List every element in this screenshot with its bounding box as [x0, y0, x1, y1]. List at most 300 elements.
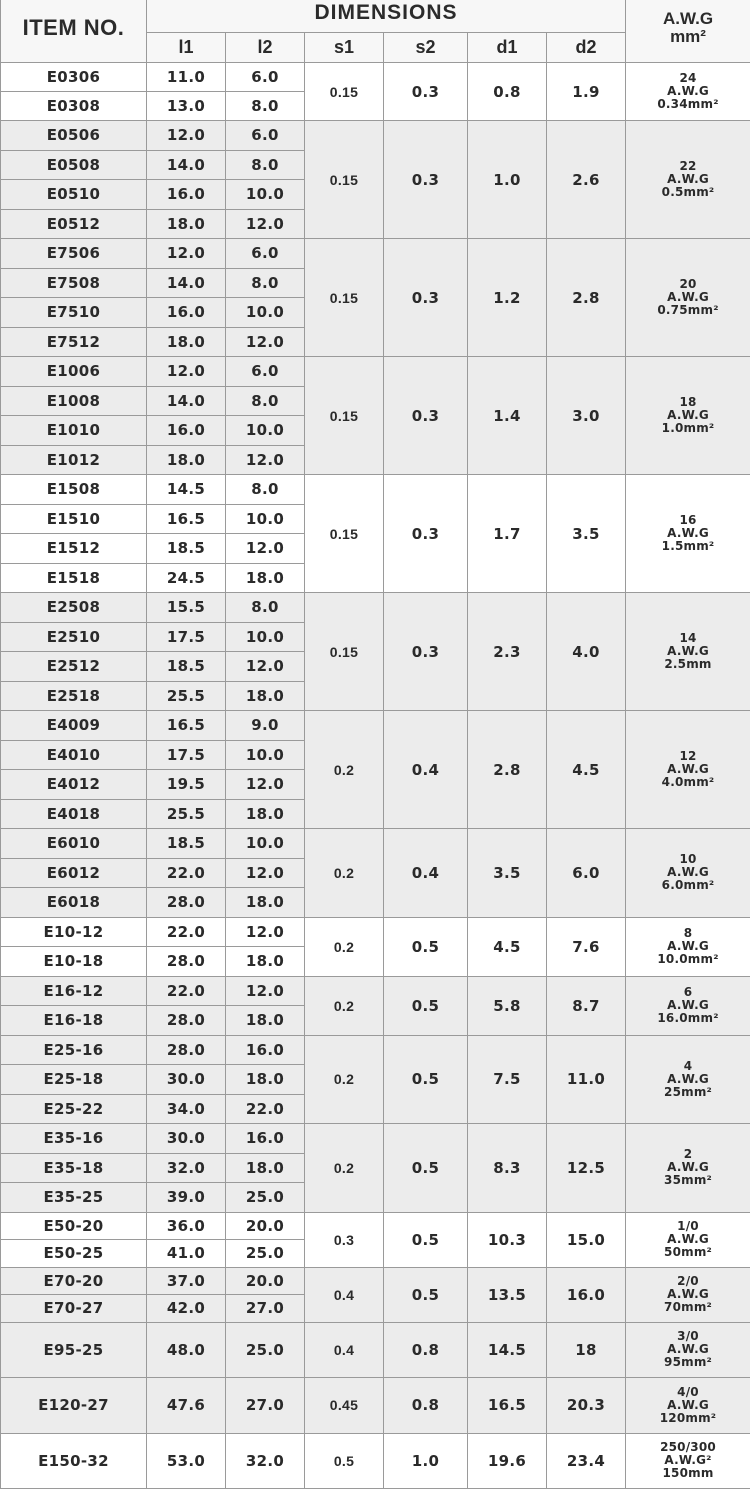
awg-label: A.W.G [667, 939, 709, 953]
l1-cell: 17.5 [147, 740, 226, 770]
s1-cell: 0.2 [305, 829, 384, 918]
d2-cell: 4.5 [547, 711, 626, 829]
s2-cell: 0.5 [384, 1035, 468, 1124]
l1-cell: 41.0 [147, 1240, 226, 1268]
awg-label: A.W.G [667, 998, 709, 1012]
d2-cell: 18 [547, 1322, 626, 1378]
s1-cell: 0.15 [305, 63, 384, 121]
awg-size-cell [626, 63, 750, 121]
l1-cell: 14.0 [147, 386, 226, 416]
l2-cell: 18.0 [226, 888, 305, 918]
awg-area: 0.5mm² [661, 185, 715, 199]
dimensions-header: DIMENSIONS [147, 0, 626, 33]
l1-cell: 47.6 [147, 1378, 226, 1434]
l1-cell: 12.0 [147, 121, 226, 151]
s1-cell: 0.15 [305, 475, 384, 593]
item-number-cell: E2512 [1, 652, 147, 682]
awg-gauge: 16 [679, 513, 697, 527]
l1-cell: 16.0 [147, 298, 226, 328]
l1-cell: 11.0 [147, 63, 226, 92]
item-number-cell: E2508 [1, 593, 147, 623]
awg-header-label: A.W.G [662, 8, 714, 28]
awg-label: A.W.G [667, 172, 709, 186]
s2-cell: 0.5 [384, 1124, 468, 1213]
item-number-cell: E50-25 [1, 1240, 147, 1268]
awg-size-cell [626, 1433, 750, 1488]
l2-cell: 22.0 [226, 1094, 305, 1124]
awg-area: 2.5mm [664, 657, 712, 671]
s1-cell: 0.4 [305, 1322, 384, 1378]
item-number-cell: E1518 [1, 563, 147, 593]
s2-cell: 0.4 [384, 711, 468, 829]
item-number-cell: E4018 [1, 799, 147, 829]
awg-label: A.W.G [667, 1397, 709, 1412]
awg-label: A.W.G [667, 644, 709, 658]
table-row [1, 357, 750, 387]
awg-header [626, 0, 750, 63]
awg-size-cell [626, 1035, 750, 1124]
l1-cell: 14.0 [147, 150, 226, 180]
s1-cell: 0.5 [305, 1433, 384, 1488]
l1-cell: 25.5 [147, 799, 226, 829]
awg-area: 4.0mm² [661, 775, 715, 789]
l2-cell: 10.0 [226, 180, 305, 210]
item-number-cell: E16-12 [1, 976, 147, 1006]
l2-cell: 12.0 [226, 770, 305, 800]
table-row [1, 976, 750, 1006]
l2-cell: 25.0 [226, 1240, 305, 1268]
l2-cell: 12.0 [226, 327, 305, 357]
item-number-cell: E150-32 [1, 1433, 147, 1488]
table-row [1, 475, 750, 505]
d1-cell: 7.5 [468, 1035, 547, 1124]
s2-cell: 0.3 [384, 475, 468, 593]
awg-area: 0.75mm² [657, 303, 719, 317]
awg-gauge: 4/0 [677, 1384, 699, 1399]
l2-cell: 12.0 [226, 858, 305, 888]
table-row [1, 1378, 750, 1434]
item-number-cell: E120-27 [1, 1378, 147, 1434]
l2-cell: 12.0 [226, 209, 305, 239]
awg-gauge: 4 [683, 1058, 693, 1073]
item-number-cell: E0512 [1, 209, 147, 239]
table-row [1, 711, 750, 741]
item-number-cell: E6018 [1, 888, 147, 918]
l1-cell: 48.0 [147, 1322, 226, 1378]
awg-label: A.W.G [667, 1232, 709, 1246]
d2-cell: 8.7 [547, 976, 626, 1035]
s1-cell: 0.4 [305, 1267, 384, 1322]
l1-cell: 36.0 [147, 1212, 226, 1240]
table-row [1, 1212, 750, 1240]
awg-size-cell [626, 593, 750, 711]
l2-cell: 12.0 [226, 976, 305, 1006]
awg-gauge: 2/0 [677, 1274, 699, 1288]
l2-cell: 16.0 [226, 1124, 305, 1154]
l1-cell: 16.0 [147, 180, 226, 210]
l2-cell: 18.0 [226, 799, 305, 829]
l1-cell: 18.5 [147, 534, 226, 564]
item-number-cell: E7508 [1, 268, 147, 298]
s2-cell: 0.5 [384, 917, 468, 976]
awg-gauge: 6 [683, 985, 693, 999]
awg-size-cell [626, 239, 750, 357]
l1-cell: 53.0 [147, 1433, 226, 1488]
awg-gauge: 22 [679, 159, 697, 173]
s1-cell: 0.45 [305, 1378, 384, 1434]
column-header-l1: l1 [147, 33, 226, 63]
table-row [1, 1035, 750, 1065]
l2-cell: 18.0 [226, 1006, 305, 1036]
awg-size-cell [626, 917, 750, 976]
l1-cell: 22.0 [147, 858, 226, 888]
l2-cell: 10.0 [226, 740, 305, 770]
table-row [1, 829, 750, 859]
l2-cell: 20.0 [226, 1212, 305, 1240]
l2-cell: 18.0 [226, 1065, 305, 1095]
s1-cell: 0.15 [305, 121, 384, 239]
l2-cell: 10.0 [226, 622, 305, 652]
s2-cell: 0.3 [384, 121, 468, 239]
d2-cell: 2.6 [547, 121, 626, 239]
s2-cell: 0.5 [384, 1212, 468, 1267]
awg-size-cell [626, 121, 750, 239]
item-number-cell: E25-22 [1, 1094, 147, 1124]
awg-label: A.W.G [667, 1287, 709, 1301]
item-number-cell: E4009 [1, 711, 147, 741]
awg-size-cell [626, 1267, 750, 1322]
s2-cell: 0.8 [384, 1322, 468, 1378]
awg-header-unit: mm² [670, 26, 706, 46]
item-number-cell: E7512 [1, 327, 147, 357]
column-header-d2: d2 [547, 33, 626, 63]
l2-cell: 8.0 [226, 92, 305, 121]
l2-cell: 16.0 [226, 1035, 305, 1065]
l1-cell: 24.5 [147, 563, 226, 593]
table-row [1, 1322, 750, 1378]
d1-cell: 1.4 [468, 357, 547, 475]
s2-cell: 0.4 [384, 829, 468, 918]
s2-cell: 0.3 [384, 239, 468, 357]
item-number-cell: E1010 [1, 416, 147, 446]
l2-cell: 10.0 [226, 298, 305, 328]
item-number-cell: E4010 [1, 740, 147, 770]
s2-cell: 0.3 [384, 63, 468, 121]
awg-label: A.W.G² [664, 1453, 712, 1467]
awg-label: A.W.G [667, 84, 709, 98]
d2-cell: 16.0 [547, 1267, 626, 1322]
awg-label: A.W.G [667, 290, 709, 304]
d2-cell: 20.3 [547, 1378, 626, 1434]
awg-gauge: 14 [679, 631, 697, 645]
d1-cell: 14.5 [468, 1322, 547, 1378]
item-number-cell: E1512 [1, 534, 147, 564]
awg-area: 25mm² [664, 1084, 712, 1099]
d2-cell: 2.8 [547, 239, 626, 357]
d2-cell: 23.4 [547, 1433, 626, 1488]
l2-cell: 9.0 [226, 711, 305, 741]
table-header [1, 0, 750, 63]
l1-cell: 25.5 [147, 681, 226, 711]
l2-cell: 6.0 [226, 63, 305, 92]
l2-cell: 10.0 [226, 416, 305, 446]
l2-cell: 8.0 [226, 150, 305, 180]
d1-cell: 10.3 [468, 1212, 547, 1267]
d2-cell: 6.0 [547, 829, 626, 918]
table-row [1, 1124, 750, 1154]
s2-cell: 0.3 [384, 357, 468, 475]
awg-size-cell [626, 1378, 750, 1434]
l2-cell: 8.0 [226, 268, 305, 298]
awg-area: 6.0mm² [661, 878, 715, 893]
l1-cell: 16.5 [147, 504, 226, 534]
d1-cell: 1.0 [468, 121, 547, 239]
awg-gauge: 12 [679, 749, 697, 763]
item-number-cell: E16-18 [1, 1006, 147, 1036]
table-row [1, 63, 750, 92]
d1-cell: 0.8 [468, 63, 547, 121]
d2-cell: 15.0 [547, 1212, 626, 1267]
d1-cell: 4.5 [468, 917, 547, 976]
awg-label: A.W.G [667, 1342, 709, 1357]
awg-size-cell [626, 475, 750, 593]
awg-size-cell [626, 976, 750, 1035]
l1-cell: 22.0 [147, 976, 226, 1006]
d1-cell: 8.3 [468, 1124, 547, 1213]
l2-cell: 12.0 [226, 652, 305, 682]
awg-size-cell [626, 711, 750, 829]
d2-cell: 11.0 [547, 1035, 626, 1124]
item-number-cell: E25-18 [1, 1065, 147, 1095]
d1-cell: 19.6 [468, 1433, 547, 1488]
awg-label: A.W.G [667, 865, 709, 880]
l1-cell: 30.0 [147, 1065, 226, 1095]
d2-cell: 4.0 [547, 593, 626, 711]
s1-cell: 0.2 [305, 976, 384, 1035]
s1-cell: 0.15 [305, 239, 384, 357]
s2-cell: 1.0 [384, 1433, 468, 1488]
s2-cell: 0.5 [384, 1267, 468, 1322]
s2-cell: 0.8 [384, 1378, 468, 1434]
l2-cell: 18.0 [226, 1153, 305, 1183]
awg-area: 16.0mm² [657, 1011, 719, 1025]
item-number-cell: E0508 [1, 150, 147, 180]
l1-cell: 34.0 [147, 1094, 226, 1124]
awg-gauge: 10 [679, 852, 697, 867]
awg-size-cell [626, 1212, 750, 1267]
item-number-cell: E1006 [1, 357, 147, 387]
awg-area: 0.34mm² [657, 97, 719, 111]
l2-cell: 18.0 [226, 563, 305, 593]
l1-cell: 15.5 [147, 593, 226, 623]
item-number-cell: E1508 [1, 475, 147, 505]
item-number-cell: E7510 [1, 298, 147, 328]
table-row [1, 121, 750, 151]
column-header-s2: s2 [384, 33, 468, 63]
l2-cell: 27.0 [226, 1295, 305, 1323]
l1-cell: 13.0 [147, 92, 226, 121]
table-row [1, 1267, 750, 1295]
l2-cell: 25.0 [226, 1183, 305, 1213]
l1-cell: 12.0 [147, 357, 226, 387]
awg-area: 150mm [662, 1466, 714, 1480]
item-number-cell: E2518 [1, 681, 147, 711]
awg-gauge: 18 [679, 395, 697, 409]
item-number-cell: E6012 [1, 858, 147, 888]
awg-area: 95mm² [664, 1355, 712, 1370]
l1-cell: 18.0 [147, 445, 226, 475]
item-number-cell: E35-16 [1, 1124, 147, 1154]
item-number-cell: E95-25 [1, 1322, 147, 1378]
awg-label: A.W.G [667, 408, 709, 422]
d2-cell: 12.5 [547, 1124, 626, 1213]
s1-cell: 0.3 [305, 1212, 384, 1267]
awg-area: 1.0mm² [661, 421, 715, 435]
table-row [1, 239, 750, 269]
awg-gauge: 1/0 [677, 1219, 699, 1233]
d1-cell: 1.2 [468, 239, 547, 357]
l1-cell: 39.0 [147, 1183, 226, 1213]
l1-cell: 16.5 [147, 711, 226, 741]
item-number-cell: E0308 [1, 92, 147, 121]
l2-cell: 6.0 [226, 121, 305, 151]
awg-label: A.W.G [667, 1071, 709, 1086]
s2-cell: 0.5 [384, 976, 468, 1035]
awg-size-cell [626, 829, 750, 918]
l1-cell: 28.0 [147, 1006, 226, 1036]
item-number-cell: E35-18 [1, 1153, 147, 1183]
l1-cell: 14.0 [147, 268, 226, 298]
table-row [1, 593, 750, 623]
l2-cell: 12.0 [226, 917, 305, 947]
l2-cell: 25.0 [226, 1322, 305, 1378]
awg-gauge: 3/0 [677, 1329, 699, 1344]
l2-cell: 12.0 [226, 534, 305, 564]
d1-cell: 13.5 [468, 1267, 547, 1322]
awg-size-cell [626, 357, 750, 475]
item-number-cell: E1012 [1, 445, 147, 475]
l2-cell: 8.0 [226, 475, 305, 505]
s2-cell: 0.3 [384, 593, 468, 711]
awg-area: 50mm² [664, 1245, 712, 1259]
d2-cell: 1.9 [547, 63, 626, 121]
awg-gauge: 250/300 [660, 1440, 716, 1454]
item-no-header: ITEM NO. [1, 0, 147, 63]
l2-cell: 10.0 [226, 504, 305, 534]
item-number-cell: E0506 [1, 121, 147, 151]
table-row [1, 917, 750, 947]
item-number-cell: E2510 [1, 622, 147, 652]
l1-cell: 18.0 [147, 209, 226, 239]
d1-cell: 2.8 [468, 711, 547, 829]
item-number-cell: E50-20 [1, 1212, 147, 1240]
s1-cell: 0.15 [305, 593, 384, 711]
item-number-cell: E10-12 [1, 917, 147, 947]
awg-label: A.W.G [667, 762, 709, 776]
l2-cell: 8.0 [226, 593, 305, 623]
l1-cell: 22.0 [147, 917, 226, 947]
l1-cell: 32.0 [147, 1153, 226, 1183]
table-row [1, 1433, 750, 1488]
item-number-cell: E1008 [1, 386, 147, 416]
table-body [1, 63, 750, 1489]
awg-area: 10.0mm² [657, 952, 719, 966]
awg-area: 1.5mm² [661, 539, 715, 553]
s1-cell: 0.2 [305, 1035, 384, 1124]
l1-cell: 17.5 [147, 622, 226, 652]
l2-cell: 8.0 [226, 386, 305, 416]
awg-area: 120mm² [659, 1410, 717, 1425]
s1-cell: 0.2 [305, 1124, 384, 1213]
d2-cell: 3.5 [547, 475, 626, 593]
l1-cell: 37.0 [147, 1267, 226, 1295]
d1-cell: 16.5 [468, 1378, 547, 1434]
l2-cell: 6.0 [226, 239, 305, 269]
item-number-cell: E7506 [1, 239, 147, 269]
item-number-cell: E10-18 [1, 947, 147, 977]
l1-cell: 12.0 [147, 239, 226, 269]
awg-label: A.W.G [667, 1160, 709, 1175]
awg-gauge: 2 [683, 1147, 693, 1162]
l2-cell: 12.0 [226, 445, 305, 475]
column-header-s1: s1 [305, 33, 384, 63]
l1-cell: 18.5 [147, 652, 226, 682]
awg-area: 70mm² [664, 1300, 712, 1314]
item-number-cell: E25-16 [1, 1035, 147, 1065]
awg-label: A.W.G [667, 526, 709, 540]
l2-cell: 32.0 [226, 1433, 305, 1488]
awg-gauge: 24 [679, 71, 697, 85]
l2-cell: 18.0 [226, 947, 305, 977]
l2-cell: 10.0 [226, 829, 305, 859]
d1-cell: 3.5 [468, 829, 547, 918]
awg-gauge: 8 [683, 926, 693, 940]
l2-cell: 18.0 [226, 681, 305, 711]
d2-cell: 7.6 [547, 917, 626, 976]
d1-cell: 1.7 [468, 475, 547, 593]
awg-size-cell [626, 1124, 750, 1213]
column-header-l2: l2 [226, 33, 305, 63]
l1-cell: 16.0 [147, 416, 226, 446]
l1-cell: 42.0 [147, 1295, 226, 1323]
l1-cell: 28.0 [147, 1035, 226, 1065]
item-number-cell: E0510 [1, 180, 147, 210]
l1-cell: 28.0 [147, 947, 226, 977]
awg-gauge: 20 [679, 277, 697, 291]
item-number-cell: E1510 [1, 504, 147, 534]
item-number-cell: E70-27 [1, 1295, 147, 1323]
s1-cell: 0.15 [305, 357, 384, 475]
l2-cell: 6.0 [226, 357, 305, 387]
d1-cell: 2.3 [468, 593, 547, 711]
item-number-cell: E6010 [1, 829, 147, 859]
d1-cell: 5.8 [468, 976, 547, 1035]
item-number-cell: E0306 [1, 63, 147, 92]
l1-cell: 19.5 [147, 770, 226, 800]
l1-cell: 30.0 [147, 1124, 226, 1154]
s1-cell: 0.2 [305, 917, 384, 976]
item-number-cell: E35-25 [1, 1183, 147, 1213]
awg-size-cell [626, 1322, 750, 1378]
l2-cell: 27.0 [226, 1378, 305, 1434]
awg-area: 35mm² [664, 1173, 712, 1188]
item-number-cell: E70-20 [1, 1267, 147, 1295]
l1-cell: 18.0 [147, 327, 226, 357]
item-number-cell: E4012 [1, 770, 147, 800]
column-header-d1: d1 [468, 33, 547, 63]
s1-cell: 0.2 [305, 711, 384, 829]
l1-cell: 18.5 [147, 829, 226, 859]
